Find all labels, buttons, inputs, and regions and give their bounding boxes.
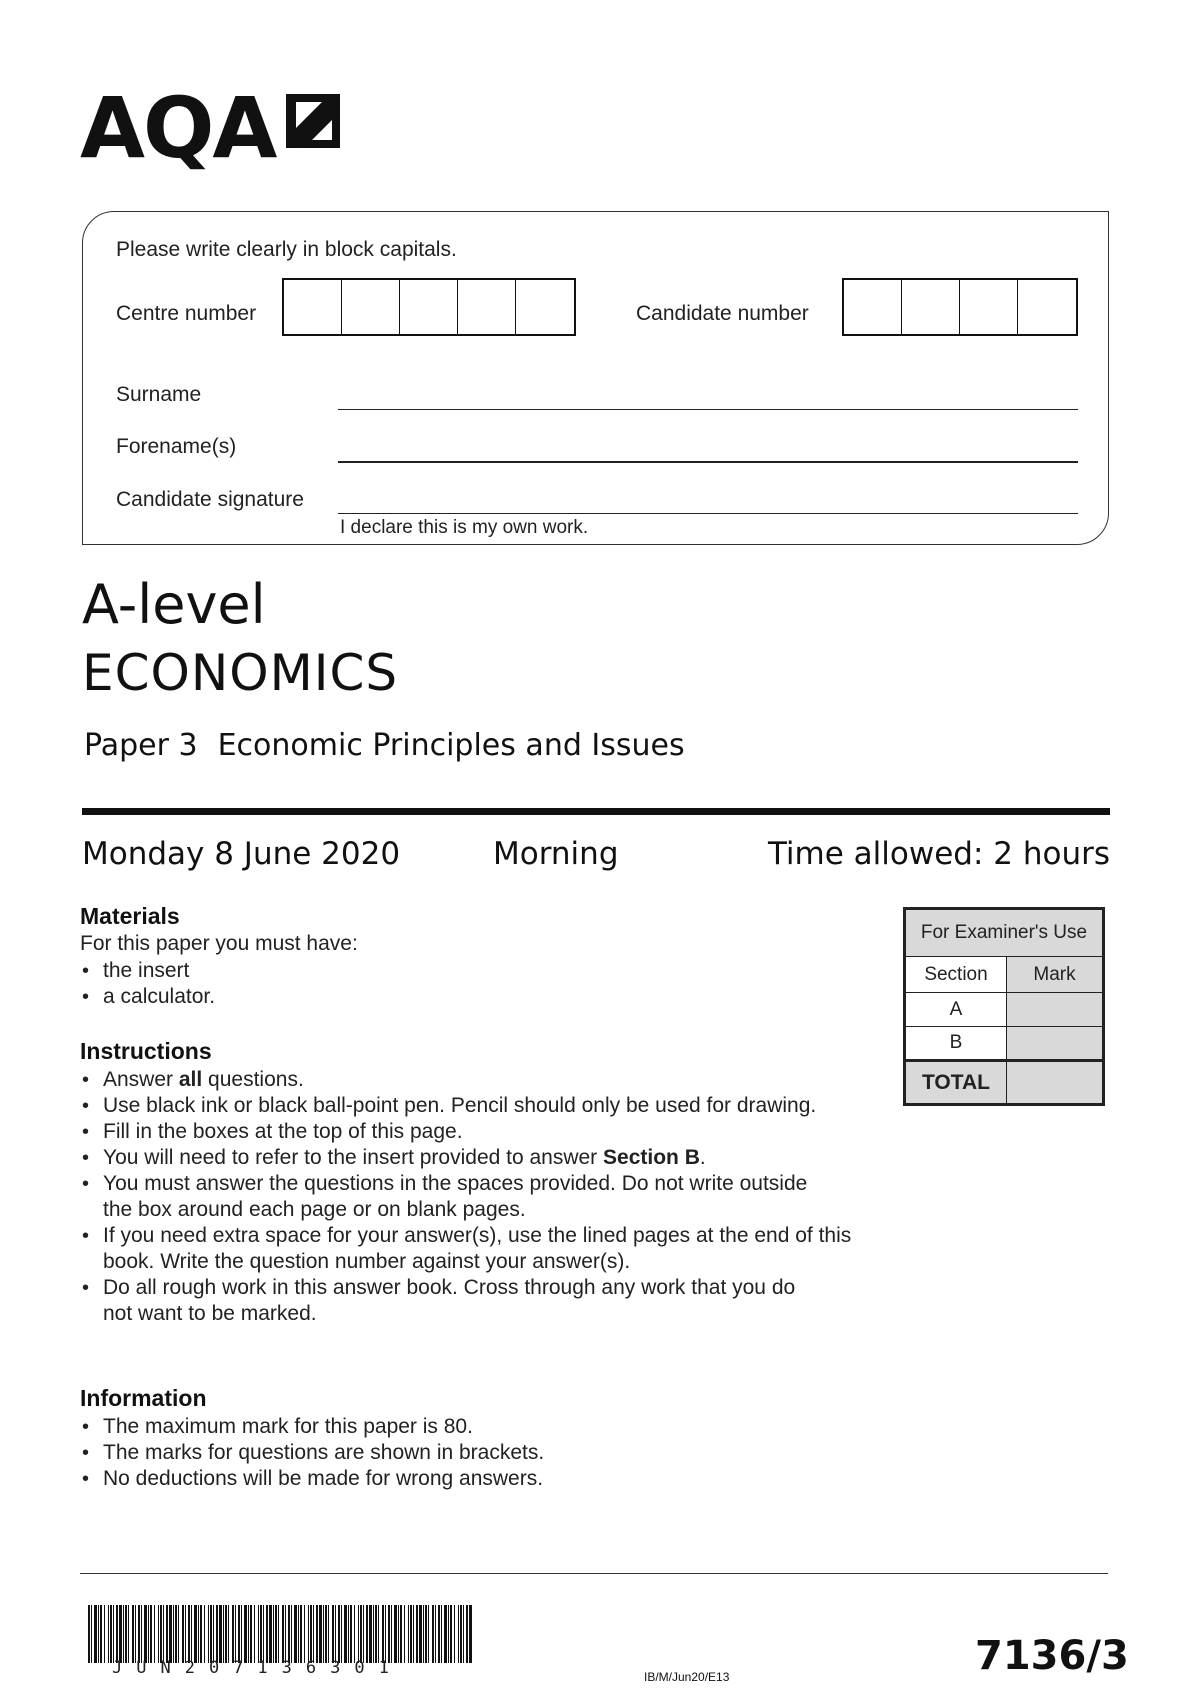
instructions-heading: Instructions	[80, 1038, 212, 1064]
aqa-tick-logo-icon	[282, 90, 344, 152]
section-b-mark[interactable]	[1007, 1027, 1104, 1061]
list-item: • the insert	[80, 958, 880, 984]
list-item: • The maximum mark for this paper is 80.	[80, 1414, 880, 1440]
subject-title: ECONOMICS	[82, 644, 399, 702]
centre-number-box[interactable]	[458, 280, 516, 334]
barcode-text: JUN207136301	[112, 1658, 403, 1678]
title-divider	[82, 808, 1110, 815]
candidate-number-box[interactable]	[902, 280, 960, 334]
section-a-mark[interactable]	[1007, 993, 1104, 1027]
candidate-number-label: Candidate number	[636, 302, 809, 325]
exam-date: Monday 8 June 2020	[82, 836, 401, 872]
centre-number-boxes[interactable]	[282, 278, 576, 336]
mark-column-header: Mark	[1007, 957, 1104, 993]
total-mark[interactable]	[1007, 1061, 1104, 1105]
list-item: • If you need extra space for your answer(s), use the lined pages at the end of this book. Write the question number against your answer(s).	[80, 1223, 893, 1275]
forename-label: Forename(s)	[116, 435, 237, 458]
list-item-text: Answer	[103, 1068, 179, 1091]
examiners-use-title: For Examiner's Use	[905, 909, 1104, 957]
centre-number-box[interactable]	[284, 280, 342, 334]
list-item	[80, 1067, 880, 1093]
list-item: • Do all rough work in this answer book. Cross through any work that you do not want to be marked.	[80, 1275, 823, 1327]
centre-number-box[interactable]	[516, 280, 574, 334]
list-item: • Use black ink or black ball-point pen. Pencil should only be used for drawing.	[80, 1093, 823, 1119]
materials-intro: For this paper you must have:	[80, 932, 358, 955]
emphasis-text: Section B	[603, 1146, 700, 1169]
paper-number: Paper 3	[84, 728, 198, 763]
candidate-number-box[interactable]	[844, 280, 902, 334]
list-item: • You must answer the questions in the spaces provided. Do not write outside the box around each page or on blank pages.	[80, 1171, 823, 1223]
document-reference: IB/M/Jun20/E13	[644, 1670, 730, 1684]
centre-number-label: Centre number	[116, 302, 257, 325]
surname-label: Surname	[116, 383, 202, 406]
section-a-label: A	[905, 993, 1007, 1027]
paper-title: Economic Principles and Issues	[217, 728, 685, 763]
information-heading: Information	[80, 1385, 207, 1411]
list-item	[80, 1145, 880, 1171]
list-item-text: .	[699, 1146, 706, 1169]
list-item: • a calculator.	[80, 984, 880, 1010]
examiners-use-table	[903, 907, 1105, 1106]
section-column-header: Section	[905, 957, 1007, 993]
own-work-declaration: I declare this is my own work.	[340, 517, 589, 538]
signature-field[interactable]	[338, 513, 1078, 514]
list-item: • No deductions will be made for wrong answers.	[80, 1466, 880, 1492]
candidate-number-box[interactable]	[1018, 280, 1076, 334]
qualification-level: A-level	[82, 573, 266, 636]
signature-label: Candidate signature	[116, 488, 304, 511]
paper-code: 7136/3	[975, 1633, 1129, 1679]
list-item: • Fill in the boxes at the top of this page.	[80, 1119, 880, 1145]
forename-field[interactable]	[338, 461, 1078, 463]
centre-number-box[interactable]	[342, 280, 400, 334]
materials-heading: Materials	[80, 903, 180, 929]
barcode-image	[88, 1605, 472, 1663]
exam-session: Morning	[493, 836, 619, 872]
list-item-text: You will need to refer to the insert provided to answer	[103, 1146, 604, 1169]
section-b-label: B	[905, 1027, 1007, 1061]
list-item: • The marks for questions are shown in brackets.	[80, 1440, 880, 1466]
instructions-section	[80, 1038, 880, 1327]
time-allowed: Time allowed: 2 hours	[767, 836, 1110, 872]
aqa-logo-text: AQA	[80, 79, 276, 177]
candidate-number-box[interactable]	[960, 280, 1018, 334]
materials-section	[80, 903, 880, 1010]
candidate-number-boxes[interactable]	[842, 278, 1078, 336]
surname-field[interactable]	[338, 409, 1078, 410]
paper-heading	[84, 728, 685, 763]
footer-divider	[80, 1573, 1108, 1574]
total-label: TOTAL	[905, 1061, 1007, 1105]
emphasis-text: all	[178, 1068, 203, 1091]
block-capitals-instruction: Please write clearly in block capitals.	[116, 238, 457, 261]
information-section	[80, 1385, 880, 1492]
list-item-text: questions.	[202, 1068, 304, 1091]
centre-number-box[interactable]	[400, 280, 458, 334]
